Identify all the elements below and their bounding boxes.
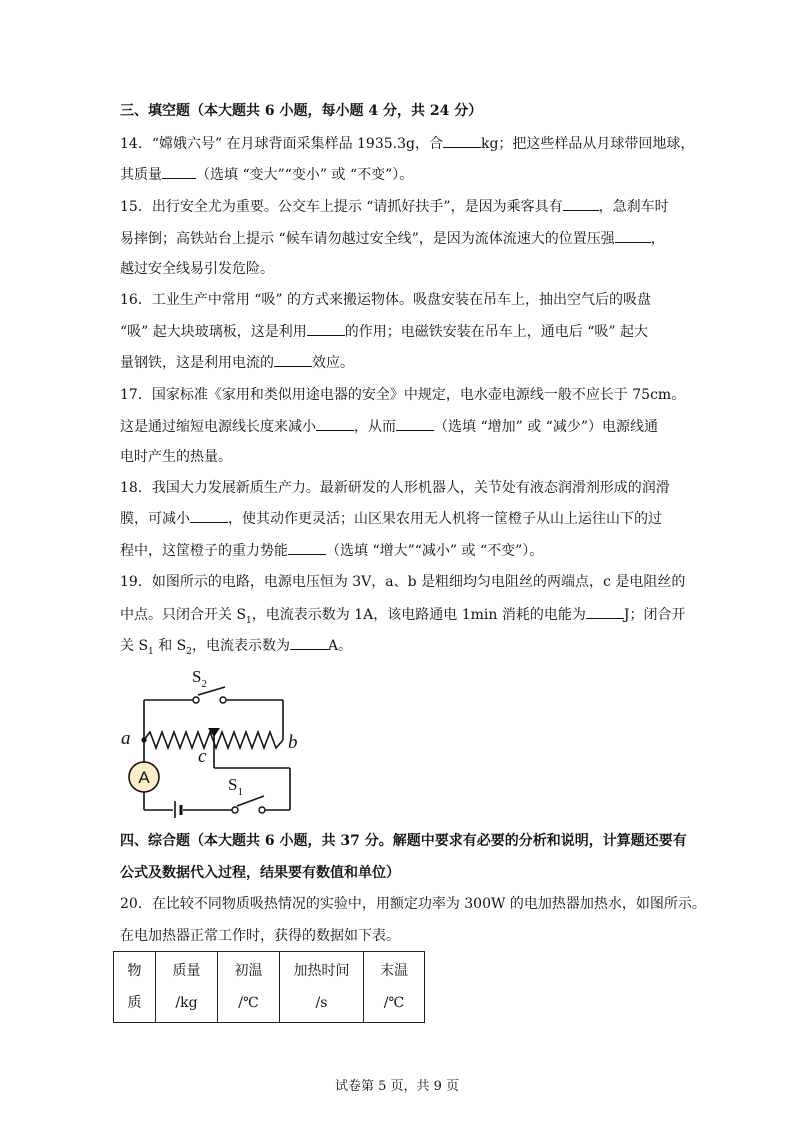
- page-footer: 试卷第 5 页，共 9 页: [334, 1079, 460, 1094]
- q15-text: 15．出行安全尤为重要。公交车上提示 “请抓好扶手”，是因为乘客具有: [120, 199, 563, 215]
- q17-text: ，从而: [354, 419, 396, 435]
- q14-text: （选填 “变大”“变小” 或 “不变”）。: [196, 167, 414, 183]
- table-header-cell: 质量 /kg: [156, 952, 218, 1023]
- answer-blank[interactable]: [274, 352, 312, 367]
- answer-blank[interactable]: [290, 635, 328, 650]
- q17-line2: [120, 416, 690, 437]
- q18-text: 膜，可减小: [120, 511, 190, 527]
- answer-blank[interactable]: [443, 133, 481, 148]
- answer-blank[interactable]: [307, 321, 345, 336]
- answer-blank[interactable]: [396, 416, 434, 431]
- q19-line1: 19．如图所示的电路，电源电压恒为 3V，a、b 是粗细均匀电阻丝的两端点，c 是电阻丝的: [120, 574, 686, 590]
- answer-blank[interactable]: [615, 228, 651, 243]
- q14-text: 其质量: [120, 167, 162, 183]
- data-table: [113, 951, 425, 1023]
- label-c: c: [198, 746, 207, 767]
- q16-text: 的作用；电磁铁安装在吊车上，通电后 “吸” 起大: [344, 324, 648, 340]
- q15-text: ，: [650, 231, 665, 247]
- switch-s1-contact-right: [259, 807, 265, 813]
- q19-text: ，电流表示数为 1A，该电路通电 1min 消耗的电能为: [251, 607, 586, 623]
- switch-s2-contact-left: [193, 697, 199, 703]
- q18-text: （选填 “增大”“减小” 或 “不变”）。: [326, 543, 544, 559]
- q16-line3: [120, 352, 690, 373]
- switch-s2-contact-right: [220, 697, 226, 703]
- q14-text: kg；把这些样品从月球带回地球，: [480, 136, 695, 152]
- ammeter-label: A: [138, 768, 150, 787]
- q18-line3: [120, 540, 690, 561]
- q19-text: 关 S: [120, 638, 149, 654]
- q18-line1: 18．我国大力发展新质生产力。最新研发的人形机器人，关节处有液态润滑剂形成的润滑: [120, 480, 670, 496]
- q15-text: ，急刹车时: [598, 199, 669, 215]
- q16-line1: 16．工业生产中常用 “吸” 的方式来搬运物体。吸盘安装在吊车上，抽出空气后的吸盘: [120, 292, 652, 308]
- junction-a: [141, 737, 146, 742]
- q19-text: A。: [328, 638, 353, 654]
- table-header-cell: 加热时间 /s: [280, 952, 364, 1023]
- q20-line2: 在电加热器正常工作时，获得的数据如下表。: [120, 928, 400, 944]
- table-header-cell: 物 质: [114, 952, 156, 1023]
- section3-heading: 三、填空题（本大题共 6 小题，每小题 4 分，共 24 分）: [120, 103, 483, 119]
- q17-text: 这是通过缩短电源线长度来减小: [120, 419, 316, 435]
- answer-blank[interactable]: [288, 540, 326, 555]
- q17-text: （选填 “增加” 或 “减少”）电源线通: [434, 419, 658, 435]
- label-s2: $S_2$: [192, 667, 207, 690]
- section4-heading-line2: 公式及数据代入过程，结果要有数值和单位）: [120, 865, 400, 881]
- q16-text: “吸” 起大块玻璃板，这是利用: [120, 324, 307, 340]
- q18-line2: [120, 508, 690, 529]
- q15-line2: [120, 228, 690, 249]
- answer-blank[interactable]: [563, 196, 599, 211]
- q19-text: J；闭合开: [623, 607, 686, 623]
- q19-line2: [120, 604, 690, 631]
- q16-text: 量钢铁，这是利用电流的: [120, 355, 274, 371]
- q14-line1: [120, 133, 695, 154]
- q19-text: 和 S: [153, 638, 187, 654]
- answer-blank[interactable]: [316, 416, 354, 431]
- q18-text: ，使其动作更灵活；山区果农用无人机将一筐橙子从山上运往山下的过: [228, 511, 662, 527]
- q20-line1: 20．在比较不同物质吸热情况的实验中，用额定功率为 300W 的电加热器加热水，如图所示。: [120, 896, 706, 912]
- table-header-cell: 初温 /℃: [218, 952, 280, 1023]
- circuit-diagram: [116, 658, 316, 818]
- table-header-cell: 末温 /℃: [364, 952, 425, 1023]
- table-header-row: [114, 952, 425, 1023]
- q16-line2: [120, 321, 690, 342]
- q17-line1: 17．国家标准《家用和类似用途电器的安全》中规定，电水壶电源线一般不应长于 75cm。: [120, 387, 686, 403]
- q17-line3: 电时产生的热量。: [120, 449, 232, 465]
- answer-blank[interactable]: [190, 508, 228, 523]
- q15-line1: [120, 196, 690, 217]
- q14-text: 14．“嫦娥六号” 在月球背面采集样品 1935.3g，合: [120, 136, 443, 152]
- answer-blank[interactable]: [586, 604, 624, 619]
- section4-heading-line1: 四、综合题（本大题共 6 小题，共 37 分。解题中要求有必要的分析和说明，计算题还要有: [120, 833, 687, 849]
- label-a: a: [121, 728, 131, 749]
- q19-text: 中点。只闭合开关 S: [120, 607, 247, 623]
- answer-blank[interactable]: [162, 164, 196, 179]
- q14-line2: [120, 164, 690, 185]
- label-b: b: [288, 732, 298, 753]
- subscript: 1: [246, 615, 252, 626]
- q19-text: ，电流表示数为: [192, 638, 291, 654]
- subscript: 1: [148, 646, 154, 657]
- switch-s1-contact-left: [232, 807, 238, 813]
- subscript: 2: [186, 646, 193, 657]
- q18-text: 程中，这筐橙子的重力势能: [120, 543, 288, 559]
- label-s1: $S_1$: [228, 775, 243, 798]
- q15-line3: 越过安全线易引发危险。: [120, 261, 274, 277]
- q15-text: 易摔倒；高铁站台上提示 “候车请勿越过安全线”，是因为流体流速大的位置压强: [120, 231, 615, 247]
- q16-text: 效应。: [312, 355, 354, 371]
